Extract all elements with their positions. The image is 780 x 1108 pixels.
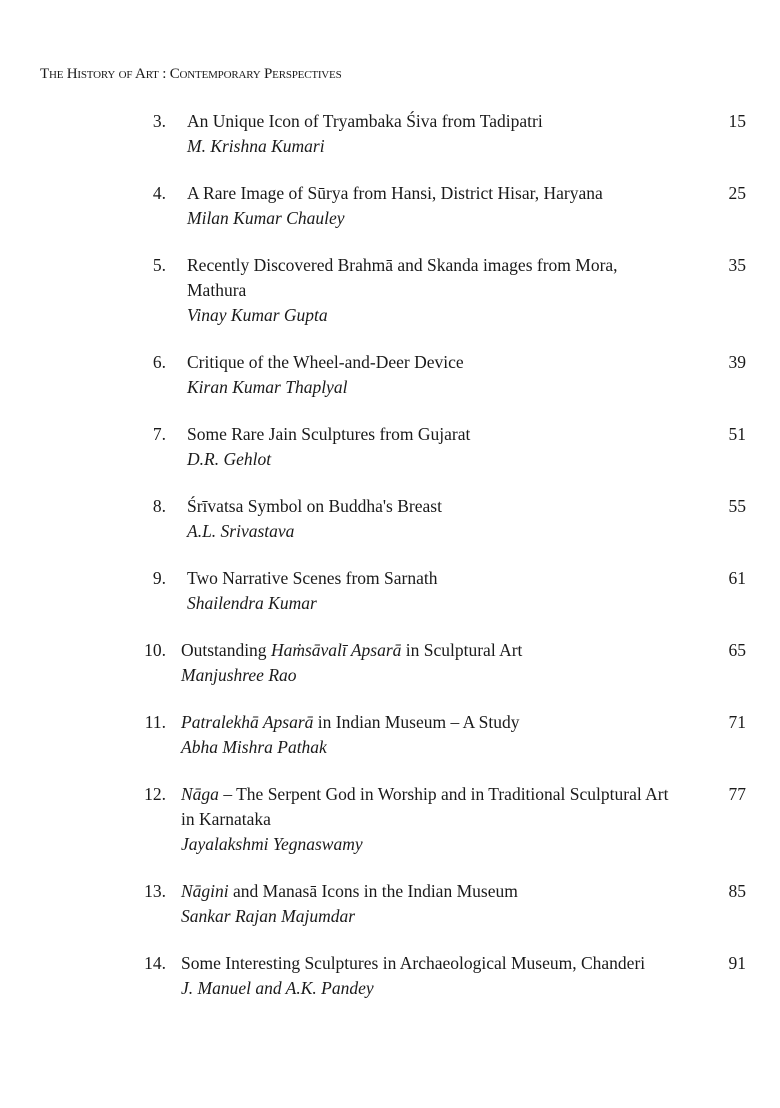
entry-author: Sankar Rajan Majumdar bbox=[181, 906, 356, 926]
entry-page-number: 35 bbox=[728, 255, 746, 275]
entry-page-number: 39 bbox=[728, 352, 746, 372]
entry-number: 7. bbox=[152, 424, 166, 444]
toc-entry bbox=[130, 181, 750, 231]
title-segment: Nāga bbox=[181, 784, 219, 804]
toc-entry bbox=[130, 638, 750, 688]
entry-title bbox=[181, 710, 671, 735]
title-segment: Nāgini bbox=[181, 881, 229, 901]
table-of-contents bbox=[130, 109, 750, 1023]
entry-author: A.L. Srivastava bbox=[187, 521, 295, 541]
entry-title bbox=[187, 350, 677, 375]
title-segment: Two Narrative Scenes from Sarnath bbox=[187, 568, 438, 588]
title-segment: in Sculptural Art bbox=[401, 640, 523, 660]
title-segment: A Rare Image of Sūrya from Hansi, District Hisar, Haryana bbox=[187, 183, 603, 203]
entry-title bbox=[187, 109, 677, 134]
entry-page-number: 51 bbox=[728, 424, 746, 444]
title-segment: Śrīvatsa Symbol on Buddha's Breast bbox=[187, 496, 442, 516]
entry-title bbox=[187, 253, 677, 303]
entry-number: 12. bbox=[144, 784, 166, 804]
entry-page-number: 71 bbox=[728, 712, 746, 732]
entry-page-number: 55 bbox=[728, 496, 746, 516]
entry-author: Vinay Kumar Gupta bbox=[187, 305, 328, 325]
entry-author: Shailendra Kumar bbox=[187, 593, 317, 613]
toc-entry bbox=[130, 350, 750, 400]
entry-page-number: 85 bbox=[728, 881, 746, 901]
entry-title bbox=[187, 181, 677, 206]
title-segment: and Manasā Icons in the Indian Museum bbox=[228, 881, 518, 901]
entry-page-number: 25 bbox=[728, 183, 746, 203]
entry-title bbox=[187, 566, 677, 591]
title-segment: Recently Discovered Brahmā and Skanda images from Mora, Mathura bbox=[187, 255, 618, 300]
entry-page-number: 15 bbox=[728, 111, 746, 131]
title-segment: – The Serpent God in Worship and in Traditional Sculptural Art in Karnataka bbox=[181, 784, 669, 829]
entry-title bbox=[181, 879, 671, 904]
entry-number: 5. bbox=[152, 255, 166, 275]
title-segment: Critique of the Wheel-and-Deer Device bbox=[187, 352, 464, 372]
title-segment: in Indian Museum – A Study bbox=[313, 712, 520, 732]
toc-entry bbox=[130, 879, 750, 929]
entry-author: J. Manuel and A.K. Pandey bbox=[181, 978, 374, 998]
entry-number: 11. bbox=[144, 712, 166, 732]
toc-entry bbox=[130, 253, 750, 328]
entry-number: 3. bbox=[152, 111, 166, 131]
entry-author: Manjushree Rao bbox=[181, 665, 297, 685]
entry-number: 9. bbox=[152, 568, 166, 588]
entry-author: D.R. Gehlot bbox=[187, 449, 272, 469]
toc-entry bbox=[130, 951, 750, 1001]
title-segment: Some Rare Jain Sculptures from Gujarat bbox=[187, 424, 471, 444]
entry-title bbox=[181, 638, 671, 663]
entry-author: Milan Kumar Chauley bbox=[187, 208, 345, 228]
entry-number: 14. bbox=[144, 953, 166, 973]
toc-entry bbox=[130, 710, 750, 760]
entry-page-number: 91 bbox=[728, 953, 746, 973]
toc-entry bbox=[130, 422, 750, 472]
entry-author: M. Krishna Kumari bbox=[187, 136, 325, 156]
entry-number: 8. bbox=[152, 496, 166, 516]
entry-title bbox=[187, 422, 677, 447]
entry-author: Jayalakshmi Yegnaswamy bbox=[181, 834, 363, 854]
entry-title bbox=[187, 494, 677, 519]
entry-title bbox=[181, 951, 671, 976]
toc-entry bbox=[130, 109, 750, 159]
toc-entry bbox=[130, 494, 750, 544]
title-segment: Some Interesting Sculptures in Archaeological Museum, Chanderi bbox=[181, 953, 646, 973]
entry-author: Abha Mishra Pathak bbox=[181, 737, 327, 757]
title-segment: Haṁsāvalī Apsarā bbox=[270, 640, 402, 660]
entry-number: 4. bbox=[152, 183, 166, 203]
entry-number: 6. bbox=[152, 352, 166, 372]
running-head: The History of Art : Contemporary Perspectives bbox=[40, 66, 342, 82]
entry-page-number: 77 bbox=[728, 784, 746, 804]
entry-page-number: 61 bbox=[728, 568, 746, 588]
entry-author: Kiran Kumar Thaplyal bbox=[187, 377, 348, 397]
entry-title bbox=[181, 782, 671, 832]
title-segment: Outstanding bbox=[181, 640, 271, 660]
title-segment: An Unique Icon of Tryambaka Śiva from Tadipatri bbox=[187, 111, 543, 131]
entry-page-number: 65 bbox=[728, 640, 746, 660]
toc-entry bbox=[130, 566, 750, 616]
toc-entry bbox=[130, 782, 750, 857]
title-segment: Patralekhā Apsarā bbox=[181, 712, 314, 732]
entry-number: 13. bbox=[144, 881, 166, 901]
entry-number: 10. bbox=[144, 640, 166, 660]
